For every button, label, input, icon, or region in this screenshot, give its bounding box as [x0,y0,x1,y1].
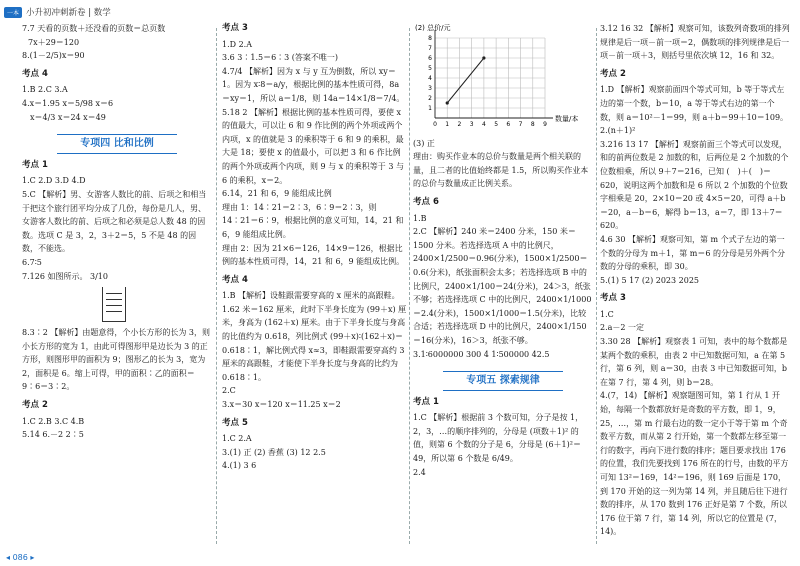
answer-paragraph: 4.7/4 【解析】因为 x 与 y 互为倒数，所以 xy＝1。因为 x∶8＝a/y，根据比例的基本性质可得，8a＝xy＝1，所以 a＝1/8，则 14a＝14×1/8＝7/4。 [222,66,405,103]
section-heading: 考点 4 [22,68,48,79]
answer-paragraph: 3.216 13 17 【解析】观察前面三个等式可以发现，和的前两位数是 2 加数的和，后两位是 2 个加数的个位数相乘，所以 9＋7＝216，已知 ( )＋( )＝620，说明这两个加数和是 6 所以 2 个加数的个位数字相乘是 20，2×10＝20 或 4×5＝20，可得 a＋b＝20，a－b＝6，解得 b＝13，a＝7，即 13＋7＝620。 [600,139,789,231]
answer-line: 7x＋29＝120 [28,37,80,47]
answer-line: 1.B 2.C 3.A [22,85,68,95]
answer-paragraph: 8.3∶2 【解析】由题意得，个小长方形的长为 3，则小长方形的宽为 1，由此可得图形甲是边长为 3 的正方形，则图形甲的面积为 9；图形乙的长为 3，宽为 2，面积是 6。缩上可得，甲的面积∶乙的面积＝9∶6＝3∶2。 [22,328,210,392]
x-tick-label: 7 [518,121,523,128]
y-axis-label: (2) 总价/元 [415,24,451,32]
section-heading: 考点 1 [22,159,48,170]
answer-line: 6.7∶5 [22,257,42,267]
answer-paragraph: 4.(7，14) 【解析】观察题图可知，第 1 行从 1 开始，每隔一个数都放好是奇数的平方数，即 1，9，25，…，第 m 行最右边的数一定小于等于第 m 个奇数平方数，而从第 2 行开始，第一个数都左移至第一行的数字，再向下进行数的排序；题目要求找出 176 的位置，我们先要找到 176 所在的行号，由数的平方可知 13²＝169，14²＝196，则 169 后面是 170，到 170 开始的这一列为第 14 列，并且随后往下进行数的排序，从 170 数到 176 正好是第 7 个数，所以 176 位于第 7 行，第 14 列，所以它的位置是 (7，14)。 [600,391,789,537]
y-tick-label: 3 [428,85,432,92]
answer-paragraph: 理由 1：14∶21＝2∶3，6∶9＝2∶3，则 14∶21＝6∶9，根据比例的意义可知，14，21 和 6，9 能组成比例。 [222,202,404,239]
section-heading: 考点 3 [222,23,248,33]
column-divider [216,28,217,544]
section-heading: 考点 3 [600,293,626,304]
data-point [482,56,485,59]
brand-tag: 一本 [4,7,22,18]
x-tick-label: 1 [445,121,450,128]
fraction-label: 3/10 [90,271,108,281]
answer-paragraph: 理由 2：因为 21×6＝126，14×9＝126，根据比例的基本性质可得，14，21 和 6，9 能组成比例。 [222,243,405,267]
answer-line: 4.(1) 3 6 [222,461,257,471]
answer-line: 3.6 3∶1.5＝6∶3 (答案不唯一) [222,53,339,63]
answer-paragraph: 理由：购买作业本的总价与数量是两个相关联的量，且二者的比值始终都是 1.5，所以购买作业本的总价与数量成正比例关系。 [413,152,589,189]
answer-line: 3.x＝30 x＝120 x＝11.25 x＝2 [222,400,341,410]
answer-paragraph: 4.6 30 【解析】观察可知，第 m 个式子左边的第一个数的分母为 m＋1，第 m＝6 的分母是另外两个分数的分母的乘积，即 30。 [600,234,785,272]
column-3 [413,22,593,479]
y-tick-label: 8 [428,35,432,42]
y-tick-label: 5 [428,65,432,72]
answer-line: 1.C 2.A [222,434,252,444]
page-header [4,4,111,20]
section-heading: 考点 2 [22,400,48,411]
column-divider [596,28,597,544]
answer-line: 3.1∶6000000 300 4 1∶500000 42.5 [413,349,550,359]
answer-paragraph: 3.12 16 32 【解析】观察可知，该数列奇数项的排列规律是后一项－前一项＝2，偶数项的排列规律是后一项－前一项＋3，则括号里依次填 12，16 和 32。 [600,24,790,61]
answer-line: 1.C [600,309,614,319]
answer-paragraph: 1.C 【解析】根据前 3 个数可知，分子是按 1，2，3，…的顺序排列的，分母是 (项数＋1)² 的值，则第 6 个数的分子是 6，分母是 (6＋1)²＝49，所以第 6 个数是 6/49。 [413,413,584,464]
x-tick-label: 3 [469,121,474,128]
answer-line: 2.4 [413,467,426,477]
answer-line: 7.7 天看的页数＋还没看的页数＝总页数 [22,24,166,33]
section-heading: 考点 6 [413,196,439,207]
answer-line: 1.D 2.A [222,39,252,49]
answer-line: 8.(1－2/5)x＝90 [22,51,85,61]
answer-line: 1.C 2.D 3.D 4.D [22,176,86,186]
section-heading: 考点 4 [222,274,248,285]
data-point [446,101,449,104]
answer-line: 1.B [413,213,427,223]
beaker-figure [102,287,126,322]
page-number-text: 086 [12,553,28,562]
answer-paragraph: 5.C 【解析】男、女游客人数比的前、后项之和相当于把这个旅行团平均分成了几份，每份是几人，男、女游客人数比的前、后项之和必须是总人数 48 的因数。选项 C 是 3，2，3＋2＝5，5 不是 48 的因数，不能选。 [22,189,207,254]
y-tick-label: 2 [428,95,432,102]
section-heading: 考点 2 [600,68,626,79]
column-4 [600,22,790,539]
answer-line: 2.(n＋1)² [600,126,636,136]
page-number: ◂ 086 ▸ [6,553,35,562]
series-line [447,58,484,103]
column-1 [22,22,212,442]
answer-paragraph: 5.18 2 【解析】根据比例的基本性质可得，要使 x 的值最大，可以让 6 和 9 作比例的两个外项或两个内项，x 的值就是 3 的乘积等于 6 和 9 的乘积，最大是 18；要使 x 的值最小，可以把 3 和 6 作比例的两个外项或两个内项，则 9 与 x 的乘积等于 3 与 6 的乘积，x＝2。 [222,107,404,185]
column-2 [222,22,407,473]
answer-line [22,270,212,284]
x-tick-label: 5 [494,121,499,128]
book-title: 小升初冲刺新卷 | 数学 [26,8,111,18]
x-tick-label: 8 [530,121,535,128]
answer-line: 5.14 6.－2 2∶5 [22,430,84,440]
x-tick-label: 9 [543,121,547,128]
y-tick-label: 4 [428,75,432,82]
y-tick-label: 1 [428,105,432,112]
section-heading: 考点 5 [222,417,248,428]
answer-line: 2.C [222,386,236,396]
answer-line: (3) 正 [413,138,435,148]
x-tick-label: 6 [506,121,511,128]
answer-text: 7.126 如图所示。 [22,271,88,281]
answer-paragraph: 1.B 【解析】设鞋跟需要穿高的 x 厘米的高跟鞋。1.62 米＝162 厘米，此时下半身长度为 (99＋x) 厘米，身高为 (162＋x) 厘米。由于下半身长度与身高的比值约为 0.618，列比例式 (99＋x)∶(162＋x)＝0.618∶1，解比例式得 x≈3，即鞋跟需要穿高约 3 厘米的高跟鞋，才能使下半身长度与身高的比约为 0.618∶1。 [222,291,407,382]
answer-line: 3.(1) 正 (2) 香蕉 (3) 12 2.5 [222,447,326,457]
x-tick-label: 2 [457,121,462,128]
chapter-banner: 专项五 探索规律 [443,371,563,391]
answer-line: 6.14，21 和 6，9 能组成比例 [222,189,332,199]
x-tick-label: 0 [433,121,437,128]
answer-line: 1.C 2.B 3.C 4.B [22,416,85,426]
answer-line: 4.x＝1.95 x＝5/98 x＝6 [22,98,114,108]
answer-paragraph: 1.D 【解析】观察前面四个等式可知，b 等于等式左边的第一个数，b＝10，a 等于等式右边的第一个数，则 a＝10²－1＝99，则 a＋b＝99＋10＝109。 [600,85,789,122]
answer-paragraph: 3.30 28 【解析】观察表 1 可知，表中的每个数都是某两个数的乘积，由表 2 中已知数据可知，a 在第 5 行，第 6 列，则 a＝30，由表 3 中已知数据可知，b 在第 7 行，第 4 列，则 b＝28。 [600,337,788,387]
answer-line: 2.a－2 一定 [600,323,645,333]
answer-line: 5.(1) 5 17 (2) 2023 2025 [600,275,699,285]
y-tick-label: 7 [428,45,432,52]
x-tick-label: 4 [481,121,486,128]
answer-paragraph: 2.C 【解析】240 米＝2400 分米，150 米＝1500 分米。若选择选项 A 中的比例尺，2400×1/2500＝0.96(分米)，1500×1/2500＝0.6(分米)，纸张面积会太多；若选择选项 B 中的比例尺，2400×1/100＝24(分米)，24＞3，纸张不够；若选择选项 C 中的比例尺，2400×1/1000＝2.4(分米)，1500×1/1000＝1.5(分米)，比较合适；若选择选项 D 中的比例尺，2400×1/150＝16(分米)，16＞3，纸张不够。 [413,227,592,345]
x-axis-label: 数量/本 [555,115,579,123]
section-heading: 考点 1 [413,396,439,407]
chapter-banner: 专项四 比和比例 [57,134,177,154]
y-tick-label: 6 [428,55,432,62]
answer-line: x＝4/3 x＝24 x＝49 [30,112,106,122]
column-divider [409,28,410,544]
price-quantity-chart [413,22,588,132]
